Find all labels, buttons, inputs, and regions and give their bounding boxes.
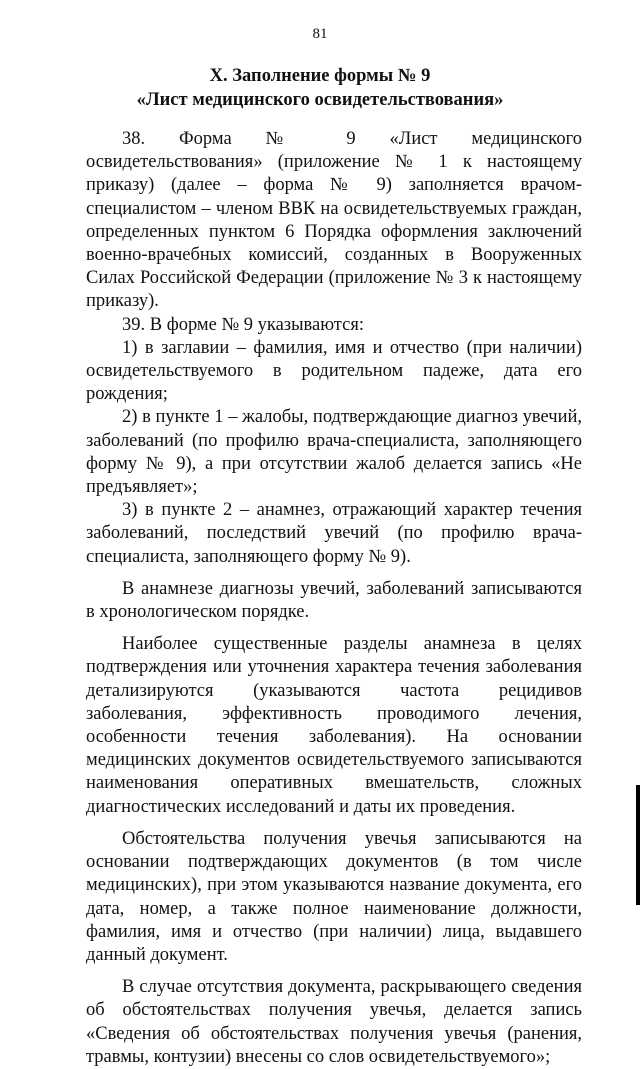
list-item-1: 1) в заглавии – фамилия, имя и отчество (при наличии) освидетельствуемого в родительном падеже, дата его рождения; [86,337,582,405]
heading-line-1: X. Заполнение формы № 9 [209,66,431,86]
paragraph-no-document: В случае отсутствия документа, раскрывающего сведения об обстоятельствах получения увечья, делается запись «Сведения об обстоятельствах получения увечья (ранения, травмы, контузии) внесены со слов освидетельствуемого»; [86,977,582,1067]
scan-edge-mark [636,785,640,905]
document-body [86,128,582,1069]
list-item-2: 2) в пункте 1 – жалобы, подтверждающие диагноз увечий, заболеваний (по профилю врача-специалиста, заполняющего форму № 9), а при отсутствии жалоб делается запись «Не предъявляет»; [86,407,582,498]
paragraph-anamnesis: В анамнезе диагнозы увечий, заболеваний записываются в хронологическом порядке. [86,578,582,623]
paragraph-circumstances: Обстоятельства получения увечья записываются на основании подтверждающих документов (в том числе медицинских), при этом указываются название документа, его дата, номер, а также полное наименование должности, фамилия, имя и отчество (при наличии) лица, выдавшего данный документ. [86,828,582,965]
paragraph-39: 39. В форме № 9 указываются: [122,314,364,335]
heading-line-2: «Лист медицинского освидетельствования» [136,90,504,110]
paragraph-38: 38. Форма № 9 «Лист медицинского освидетельствования» (приложение № 1 к настоящему приказу) (далее – форма № 9) заполняется врачом-специалистом – членом ВВК на освидетельствуемых граждан, определенных пунктом 6 Порядка оформления заключений военно-врачебных комиссий, созданных в Вооруженных Силах Российской Федерации (приложение № 3 к настоящему приказу). [86,129,582,312]
page-number: 81 [312,26,328,42]
section-heading [0,64,640,112]
paragraph-sections: Наиболее существенные разделы анамнеза в целях подтверждения или уточнения характера течения заболевания детализируются (указываются частота рецидивов заболевания, эффективность проводимого лечения, особенности течения заболевания). На основании медицинских документов освидетельствуемого записываются наименования оперативных вмешательств, сложных диагностических исследований и даты их проведения. [86,634,582,817]
list-item-3: 3) в пункте 2 – анамнез, отражающий характер течения заболеваний, последствий увечий (по профилю врача-специалиста, заполняющего форму № 9). [86,500,582,567]
